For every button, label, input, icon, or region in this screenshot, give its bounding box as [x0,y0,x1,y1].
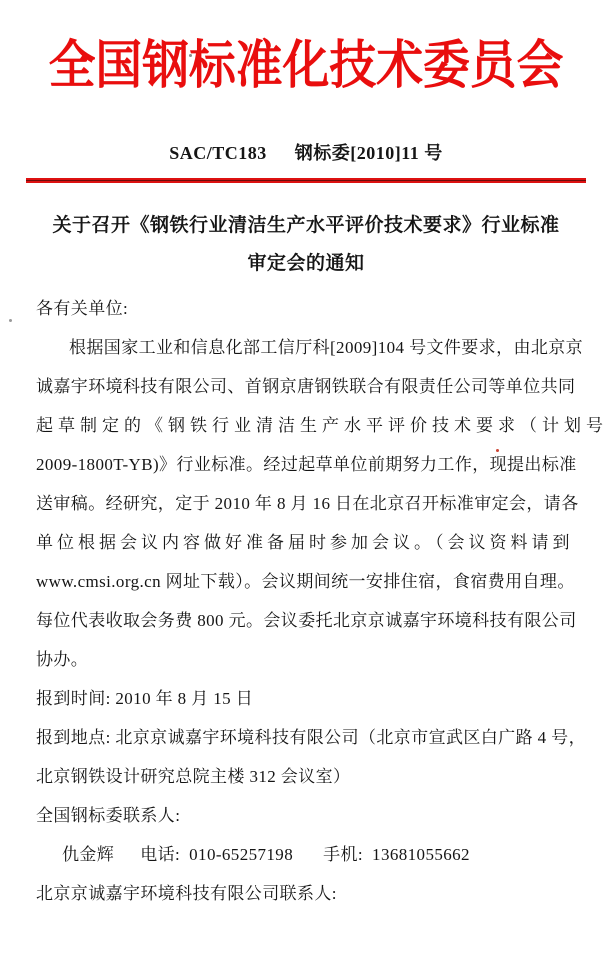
paragraph-line: 起草制定的《钢铁行业清洁生产水平评价技术要求（计划号 [36,416,608,435]
paragraph-line: 单位根据会议内容做好准备届时参加会议。（会议资料请到 [36,533,574,552]
paragraph-line: 每位代表收取会务费 800 元。会议委托北京京诚嘉宇环境科技有限公司 [36,611,577,630]
company-contact-heading: 北京京诚嘉宇环境科技有限公司联系人: [36,884,337,903]
doc-number: 钢标委[2010]11 号 [294,143,443,163]
contact-phone-number: 010-65257198 [189,845,294,864]
salutation: 各有关单位: [36,299,129,318]
contact-name: 仇金辉 [62,845,115,864]
scan-speck [9,319,12,322]
committee-name: 全国钢标准化技术委员会 [48,38,564,95]
red-divider [26,178,586,183]
scan-speck [496,449,499,452]
notice-title-line2: 审定会的通知 [247,253,365,274]
contact-mobile-label: 手机: [323,845,364,864]
committee-masthead [0,36,612,98]
paragraph-line: 根据国家工业和信息化部工信厅科[2009]104 号文件要求，由北京京 [69,338,584,357]
notice-title [0,207,612,283]
doc-number-line [0,142,612,164]
paragraph-line: 协办。 [36,650,89,669]
contact-mobile-number: 13681055662 [372,845,470,864]
registration-time: 报到时间: 2010 年 8 月 15 日 [36,689,254,708]
contact-phone-label: 电话: [140,845,181,864]
paragraph-line: 送审稿。经研究，定于 2010 年 8 月 16 日在北京召开标准审定会，请各 [36,494,579,513]
registration-place-line2: 北京钢铁设计研究总院主楼 312 会议室） [36,767,351,786]
paragraph-line: www.cmsi.org.cn 网址下载）。会议期间统一安排住宿，食宿费用自理。 [36,572,575,591]
registration-place-line1: 报到地点: 北京京诚嘉宇环境科技有限公司（北京市宣武区白广路 4 号， [36,728,586,747]
notice-body [0,289,612,913]
notice-title-line1: 关于召开《钢铁行业清洁生产水平评价技术要求》行业标准 [52,215,560,236]
committee-contact-heading: 全国钢标委联系人: [36,806,181,825]
doc-code: SAC/TC183 [169,143,267,163]
paragraph-line: 2009-1800T-YB)》行业标准。经过起草单位前期努力工作，现提出标准 [36,455,577,474]
contact-row [36,835,576,874]
document-page [0,36,612,956]
paragraph-line: 诚嘉宇环境科技有限公司、首钢京唐钢铁联合有限责任公司等单位共同 [36,377,576,396]
